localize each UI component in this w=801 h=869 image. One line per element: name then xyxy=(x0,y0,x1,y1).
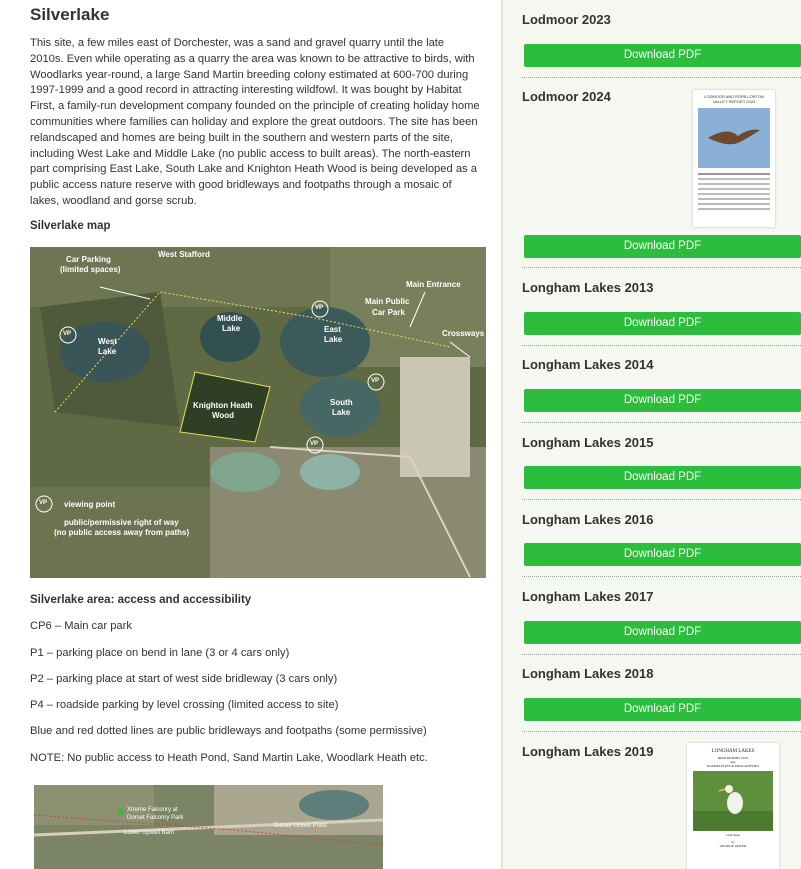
map-legend-no-access: (no public access away from paths) xyxy=(54,528,190,537)
cover-heading-2: VALLEY REPORT 2024 xyxy=(712,99,756,104)
map-label-south-lake: Lake xyxy=(332,408,351,417)
cover-author-by: by xyxy=(731,840,735,844)
vp-marker-1: VP xyxy=(63,331,72,337)
map-label-east-lake: Lake xyxy=(324,335,343,344)
vp-legend-marker: VP xyxy=(39,500,48,506)
report-title: Longham Lakes 2015 xyxy=(522,435,654,450)
map-heading: Silverlake map xyxy=(30,220,111,232)
download-pdf-button[interactable]: Download PDF xyxy=(524,698,801,721)
map-label-knighton-heath: Knighton Heath xyxy=(193,401,253,410)
report-longham-2016 xyxy=(522,499,801,576)
report-title: Longham Lakes 2017 xyxy=(522,589,654,604)
bird-photo xyxy=(698,108,770,168)
map-legend-viewing-point: viewing point xyxy=(64,500,116,509)
map2-label-gravel: Dorset Gravel Pond xyxy=(274,823,327,829)
cover-heading: LODMOOR AND RSPB LORTON xyxy=(704,94,764,99)
report-lodmoor-2023 xyxy=(522,0,801,77)
egret-photo xyxy=(693,771,773,831)
download-pdf-button[interactable]: Download PDF xyxy=(524,312,801,335)
map-label-main-entrance: Main Entrance xyxy=(406,280,461,289)
cover-heading: LONGHAM LAKES xyxy=(711,749,755,754)
report-longham-2018 xyxy=(522,654,801,731)
access-heading: Silverlake area: access and accessibility xyxy=(30,594,252,606)
report-title: Longham Lakes 2018 xyxy=(522,666,654,681)
report-title: Longham Lakes 2014 xyxy=(522,357,654,372)
report-cover-thumbnail[interactable] xyxy=(687,743,779,869)
report-longham-2013 xyxy=(522,267,801,345)
map-label-south: South xyxy=(330,398,353,407)
cover-line-3: also xyxy=(730,760,736,764)
report-cover-thumbnail[interactable] xyxy=(693,90,775,227)
report-longham-2017 xyxy=(522,576,801,654)
report-lodmoor-2024 xyxy=(522,77,801,267)
report-title: Lodmoor 2024 xyxy=(522,89,611,104)
map-label-main-public: Main Public xyxy=(365,297,410,306)
download-pdf-button[interactable]: Download PDF xyxy=(524,389,801,412)
download-pdf-button[interactable]: Download PDF xyxy=(524,543,801,566)
cover-line-2: BIRD REPORT 2019 xyxy=(717,756,749,760)
map-label-crossways: Crossways xyxy=(442,329,485,338)
map-label-car-park: Car Park xyxy=(372,308,405,317)
intro-paragraph: This site, a few miles east of Dorchester, was a sand and gravel quarry until the late 2010s. Even while operating as a quarry the area was known to be attractive to birds, with Woodlarks year-round, a large Sand Martin breeding colony estimated at 600-700 during 1997-1999 and a good record in attracting interesting wildfowl. It was bought by Habitat First, a family-run development company founded on the principle of creating holiday home communities where families can holiday and explore the great outdoors. The site has been relandscaped and homes are being built in the southern and western parts of the site, including West Lake and Middle Lake (no public access to built areas). The north-eastern part comprising East Lake, South Lake and Knighton Heath Wood is being developed as a public access nature reserve with good bridleways and footpaths through a mosaic of lakes, woodland and gorse scrub. xyxy=(30,37,480,207)
vp-marker-3: VP xyxy=(371,378,380,384)
download-pdf-button[interactable]: Download PDF xyxy=(524,621,801,644)
page-title: Silverlake xyxy=(30,5,110,24)
download-pdf-button[interactable]: Download PDF xyxy=(524,44,801,67)
access-item-p4: P4 – roadside parking by level crossing (limited access to site) xyxy=(30,699,339,711)
report-title: Lodmoor 2023 xyxy=(522,12,611,27)
cover-caption: Cattle Egret xyxy=(725,833,741,837)
map-label-car-parking: Car Parking xyxy=(66,255,111,264)
access-note: NOTE: No public access to Heath Pond, Sand Martin Lake, Woodlark Heath etc. xyxy=(30,752,428,764)
map2-label-falconry-park: Dorset Falconry Park xyxy=(127,815,184,821)
access-map[interactable] xyxy=(34,785,383,869)
map2-label-upwell: Lower Upwell Barn xyxy=(124,830,175,836)
map-label-west-lake: Lake xyxy=(98,347,117,356)
map-label-west: West xyxy=(98,337,117,346)
map2-label-falconry: Xtreme Falconry at xyxy=(127,807,178,813)
report-title: Longham Lakes 2019 xyxy=(522,744,654,759)
download-pdf-button[interactable]: Download PDF xyxy=(524,466,801,489)
map-label-east: East xyxy=(324,325,341,334)
report-title: Longham Lakes 2013 xyxy=(522,280,654,295)
vp-marker-4: VP xyxy=(310,441,319,447)
access-item-p2: P2 – parking place at start of west side bridleway (3 cars only) xyxy=(30,673,338,685)
cover-line-4: DAMSELFLIES & DRAGONFLIES xyxy=(706,764,760,768)
download-pdf-button[interactable]: Download PDF xyxy=(524,235,801,258)
access-item-p1: P1 – parking place on bend in lane (3 or 4 cars only) xyxy=(30,647,290,659)
map-label-middle: Middle xyxy=(217,314,243,323)
map-label-west-stafford: West Stafford xyxy=(158,250,210,259)
map-legend-right-of-way: public/permissive right of way xyxy=(64,518,179,527)
vp-marker-2: VP xyxy=(315,305,324,311)
map-label-limited-spaces: (limited spaces) xyxy=(60,265,121,274)
map-label-wood: Wood xyxy=(212,411,235,420)
silverlake-map[interactable] xyxy=(30,247,486,578)
report-longham-2019 xyxy=(522,731,801,869)
access-item-cp6: CP6 – Main car park xyxy=(30,620,132,632)
report-longham-2015 xyxy=(522,422,801,499)
report-title: Longham Lakes 2016 xyxy=(522,512,654,527)
map-label-middle-lake: Lake xyxy=(222,324,241,333)
access-item-paths: Blue and red dotted lines are public bridleways and footpaths (some permissive) xyxy=(30,725,427,737)
report-longham-2014 xyxy=(522,345,801,422)
cover-author: GEORGE GREEN xyxy=(719,844,747,848)
